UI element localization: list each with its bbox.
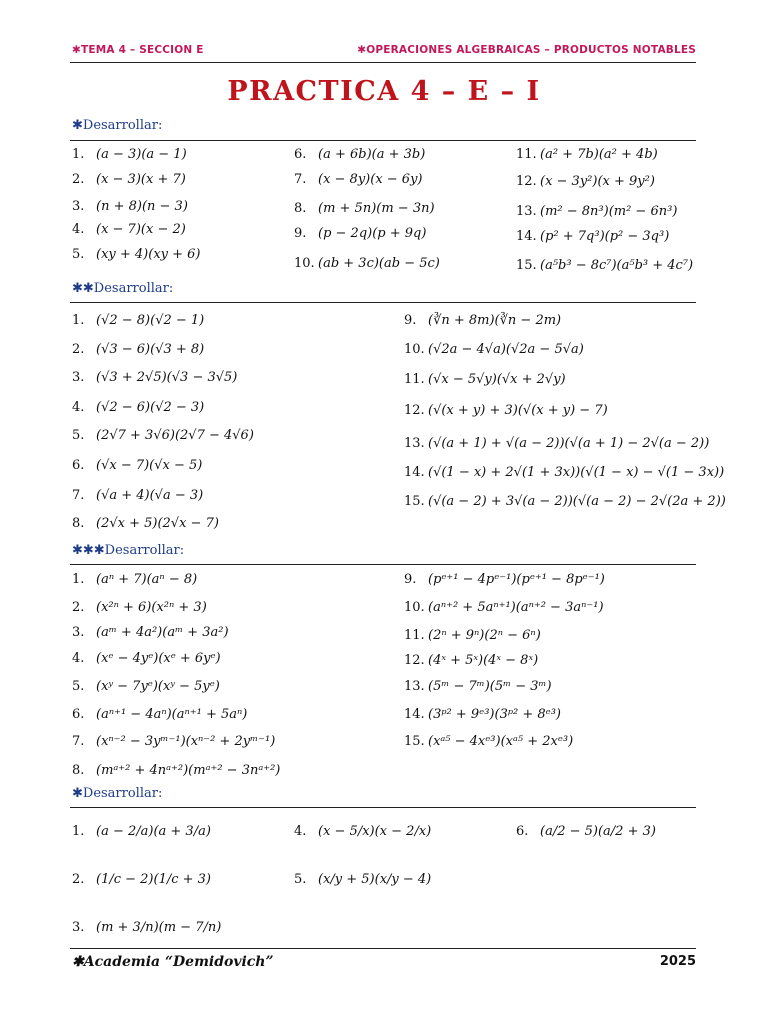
exercise-expression: (√a + 4)(√a − 3) [96, 488, 204, 503]
exercise-number: 1. [72, 572, 85, 587]
footer-left: ✱Academia “Demidovich” [72, 954, 274, 970]
exercise-number: 3. [72, 920, 85, 935]
exercise-number: 10. [404, 600, 425, 615]
exercise-number: 1. [72, 147, 85, 162]
exercise-expression: (a⁵b³ − 8c⁷)(a⁵b³ + 4c⁷) [540, 258, 694, 273]
exercise-expression: (√(1 − x) + 2√(1 + 3x))(√(1 − x) − √(1 − 3x)) [428, 465, 725, 480]
exercise-expression: (a + 6b)(a + 3b) [318, 147, 426, 162]
exercise-expression: (√(a + 1) + √(a − 2))(√(a + 1) − 2√(a − 2)) [428, 436, 710, 451]
exercise-expression: (n + 8)(n − 3) [96, 199, 188, 214]
exercise-s1-10 [294, 256, 440, 272]
exercise-expression: (a² + 7b)(a² + 4b) [540, 147, 658, 162]
exercise-expression: (xᵃ⁵ − 4xᵉ³)(xᵃ⁵ + 2xᵉ³) [428, 734, 574, 749]
exercise-expression: (a/2 − 5)(a/2 + 3) [540, 824, 656, 839]
exercise-s3-11 [404, 628, 541, 644]
section-3-heading: ✱✱✱Desarrollar: [72, 543, 185, 558]
exercise-expression: (ab + 3c)(ab − 5c) [318, 256, 440, 271]
exercise-expression: (x − 3y²)(x + 9y²) [540, 174, 655, 189]
exercise-s4-6 [516, 824, 656, 840]
exercise-expression: (aᵐ + 4a²)(aᵐ + 3a²) [96, 625, 229, 640]
exercise-number: 11. [404, 372, 425, 387]
exercise-expression: (2√7 + 3√6)(2√7 − 4√6) [96, 428, 254, 443]
exercise-s1-11 [516, 147, 658, 163]
exercise-s2-6 [72, 458, 202, 474]
section-3-rule [70, 564, 696, 565]
exercise-s2-2 [72, 342, 204, 358]
exercise-number: 1. [72, 313, 85, 328]
exercise-expression: (xy + 4)(xy + 6) [96, 247, 201, 262]
exercise-number: 15. [404, 494, 425, 509]
exercise-number: 7. [294, 172, 307, 187]
exercise-expression: (m + 5n)(m − 3n) [318, 201, 435, 216]
exercise-expression: (a − 2/a)(a + 3/a) [96, 824, 211, 839]
exercise-number: 1. [72, 824, 85, 839]
exercise-s2-5 [72, 428, 254, 444]
exercise-expression: (aⁿ⁺¹ − 4aⁿ)(aⁿ⁺¹ + 5aⁿ) [96, 707, 248, 722]
section-2-rule [70, 302, 696, 303]
exercise-number: 2. [72, 600, 85, 615]
exercise-number: 7. [72, 488, 85, 503]
page-title: PRACTICA 4 – E – I [227, 76, 541, 107]
exercise-s2-3 [72, 370, 237, 386]
exercise-number: 10. [404, 342, 425, 357]
exercise-s2-14 [404, 465, 724, 481]
exercise-number: 12. [404, 653, 425, 668]
exercise-expression: (m² − 8n³)(m² − 6n³) [540, 204, 678, 219]
exercise-expression: (aⁿ⁺² + 5aⁿ⁺¹)(aⁿ⁺² − 3aⁿ⁻¹) [428, 600, 604, 615]
exercise-number: 5. [72, 679, 85, 694]
exercise-expression: (xʸ − 7yᵉ)(xʸ − 5yᵉ) [96, 679, 220, 694]
section-1-rule [70, 140, 696, 141]
exercise-s1-14 [516, 229, 669, 245]
exercise-s3-2 [72, 600, 207, 616]
exercise-expression: (x − 3)(x + 7) [96, 172, 186, 187]
exercise-expression: (x − 5/x)(x − 2/x) [318, 824, 432, 839]
exercise-number: 4. [72, 651, 85, 666]
section-2-heading: ✱✱Desarrollar: [72, 281, 174, 296]
section-4-rule [70, 807, 696, 808]
exercise-s2-9 [404, 313, 561, 329]
exercise-s1-12 [516, 174, 655, 190]
exercise-expression: (p − 2q)(p + 9q) [318, 226, 427, 241]
exercise-expression: (5ᵐ − 7ᵐ)(5ᵐ − 3ᵐ) [428, 679, 552, 694]
exercise-number: 4. [294, 824, 307, 839]
exercise-number: 11. [404, 628, 425, 643]
exercise-number: 2. [72, 342, 85, 357]
exercise-number: 3. [72, 199, 85, 214]
exercise-number: 6. [516, 824, 529, 839]
footer-right: 2025 [659, 954, 696, 969]
exercise-expression: (p² + 7q³)(p² − 3q³) [540, 229, 670, 244]
header-right: ✱OPERACIONES ALGEBRAICAS – PRODUCTOS NOTABLES [357, 44, 696, 56]
exercise-number: 5. [72, 247, 85, 262]
exercise-expression: (xᵉ − 4yᵉ)(xᵉ + 6yᵉ) [96, 651, 221, 666]
exercise-number: 5. [72, 428, 85, 443]
exercise-s3-1 [72, 572, 197, 588]
section-1-heading: ✱Desarrollar: [72, 118, 163, 133]
exercise-expression: (a − 3)(a − 1) [96, 147, 187, 162]
exercise-s1-4 [72, 222, 186, 238]
exercise-s3-12 [404, 653, 538, 669]
exercise-number: 3. [72, 625, 85, 640]
exercise-expression: (pᵉ⁺¹ − 4pᵉ⁻¹)(pᵉ⁺¹ − 8pᵉ⁻¹) [428, 572, 605, 587]
exercise-number: 6. [72, 458, 85, 473]
exercise-number: 6. [72, 707, 85, 722]
exercise-number: 9. [404, 572, 417, 587]
exercise-s3-10 [404, 600, 604, 616]
exercise-expression: (√2 − 8)(√2 − 1) [96, 313, 205, 328]
exercise-number: 14. [516, 229, 537, 244]
exercise-s3-4 [72, 651, 221, 667]
exercise-expression: (x − 7)(x − 2) [96, 222, 186, 237]
exercise-number: 12. [404, 403, 425, 418]
exercise-s4-1 [72, 824, 211, 840]
exercise-expression: (√2 − 6)(√2 − 3) [96, 400, 205, 415]
exercise-s2-8 [72, 516, 219, 532]
exercise-number: 4. [72, 222, 85, 237]
exercise-expression: (2ⁿ + 9ⁿ)(2ⁿ − 6ⁿ) [428, 628, 541, 643]
exercise-s1-13 [516, 204, 677, 220]
exercise-s3-5 [72, 679, 220, 695]
exercise-s3-15 [404, 734, 573, 750]
exercise-s1-1 [72, 147, 187, 163]
exercise-expression: (√2a − 4√a)(√2a − 5√a) [428, 342, 584, 357]
footer-rule [70, 948, 696, 949]
header-rule [70, 62, 696, 63]
exercise-s4-5 [294, 872, 431, 888]
exercise-expression: (4ˣ + 5ˣ)(4ˣ − 8ˣ) [428, 653, 539, 668]
exercise-expression: (x − 8y)(x − 6y) [318, 172, 423, 187]
exercise-s1-9 [294, 226, 426, 242]
exercise-expression: (√3 + 2√5)(√3 − 3√5) [96, 370, 238, 385]
exercise-s4-4 [294, 824, 431, 840]
exercise-number: 8. [294, 201, 307, 216]
exercise-number: 4. [72, 400, 85, 415]
exercise-s3-8 [72, 763, 280, 779]
exercise-expression: (√3 − 6)(√3 + 8) [96, 342, 205, 357]
exercise-number: 12. [516, 174, 537, 189]
exercise-s2-7 [72, 488, 203, 504]
exercise-number: 8. [72, 516, 85, 531]
exercise-number: 8. [72, 763, 85, 778]
exercise-expression: (m + 3/n)(m − 7/n) [96, 920, 222, 935]
exercise-s1-7 [294, 172, 423, 188]
exercise-number: 11. [516, 147, 537, 162]
exercise-expression: (aⁿ + 7)(aⁿ − 8) [96, 572, 198, 587]
exercise-expression: (√x − 5√y)(√x + 2√y) [428, 372, 566, 387]
exercise-expression: (√(a − 2) + 3√(a − 2))(√(a − 2) − 2√(2a + 2)) [428, 494, 726, 509]
exercise-s1-15 [516, 258, 693, 274]
exercise-expression: (mᵃ⁺² + 4nᵃ⁺²)(mᵃ⁺² − 3nᵃ⁺²) [96, 763, 281, 778]
exercise-expression: (∛n + 8m)(∛n − 2m) [428, 313, 562, 328]
exercise-s2-11 [404, 372, 566, 388]
exercise-s4-2 [72, 872, 211, 888]
exercise-number: 2. [72, 872, 85, 887]
exercise-expression: (x²ⁿ + 6)(x²ⁿ + 3) [96, 600, 207, 615]
exercise-s1-5 [72, 247, 201, 263]
exercise-number: 3. [72, 370, 85, 385]
exercise-number: 9. [404, 313, 417, 328]
exercise-number: 7. [72, 734, 85, 749]
exercise-s3-9 [404, 572, 605, 588]
exercise-s2-15 [404, 494, 726, 510]
exercise-s2-13 [404, 436, 709, 452]
exercise-number: 14. [404, 465, 425, 480]
exercise-expression: (x/y + 5)(x/y − 4) [318, 872, 432, 887]
exercise-s2-12 [404, 403, 608, 419]
exercise-s4-3 [72, 920, 221, 936]
exercise-s2-10 [404, 342, 584, 358]
exercise-number: 13. [516, 204, 537, 219]
exercise-s2-4 [72, 400, 204, 416]
exercise-expression: (√x − 7)(√x − 5) [96, 458, 203, 473]
exercise-expression: (xⁿ⁻² − 3yᵐ⁻¹)(xⁿ⁻² + 2yᵐ⁻¹) [96, 734, 276, 749]
exercise-s3-14 [404, 707, 561, 723]
exercise-number: 14. [404, 707, 425, 722]
exercise-s1-3 [72, 199, 188, 215]
exercise-s3-7 [72, 734, 275, 750]
exercise-number: 2. [72, 172, 85, 187]
header-left: ✱TEMA 4 – SECCION E [72, 44, 204, 56]
exercise-number: 10. [294, 256, 315, 271]
exercise-expression: (2√x + 5)(2√x − 7) [96, 516, 219, 531]
exercise-s2-1 [72, 313, 204, 329]
exercise-expression: (3ᵖ² + 9ᵉ³)(3ᵖ² + 8ᵉ³) [428, 707, 561, 722]
exercise-s1-6 [294, 147, 425, 163]
exercise-s3-13 [404, 679, 552, 695]
exercise-number: 6. [294, 147, 307, 162]
exercise-number: 9. [294, 226, 307, 241]
exercise-expression: (√(x + y) + 3)(√(x + y) − 7) [428, 403, 608, 418]
exercise-number: 15. [516, 258, 537, 273]
exercise-s3-3 [72, 625, 229, 641]
exercise-s1-2 [72, 172, 186, 188]
exercise-s3-6 [72, 707, 247, 723]
exercise-number: 5. [294, 872, 307, 887]
exercise-number: 13. [404, 679, 425, 694]
exercise-number: 13. [404, 436, 425, 451]
exercise-expression: (1/c − 2)(1/c + 3) [96, 872, 212, 887]
exercise-number: 15. [404, 734, 425, 749]
section-4-heading: ✱Desarrollar: [72, 786, 163, 801]
exercise-s1-8 [294, 201, 435, 217]
